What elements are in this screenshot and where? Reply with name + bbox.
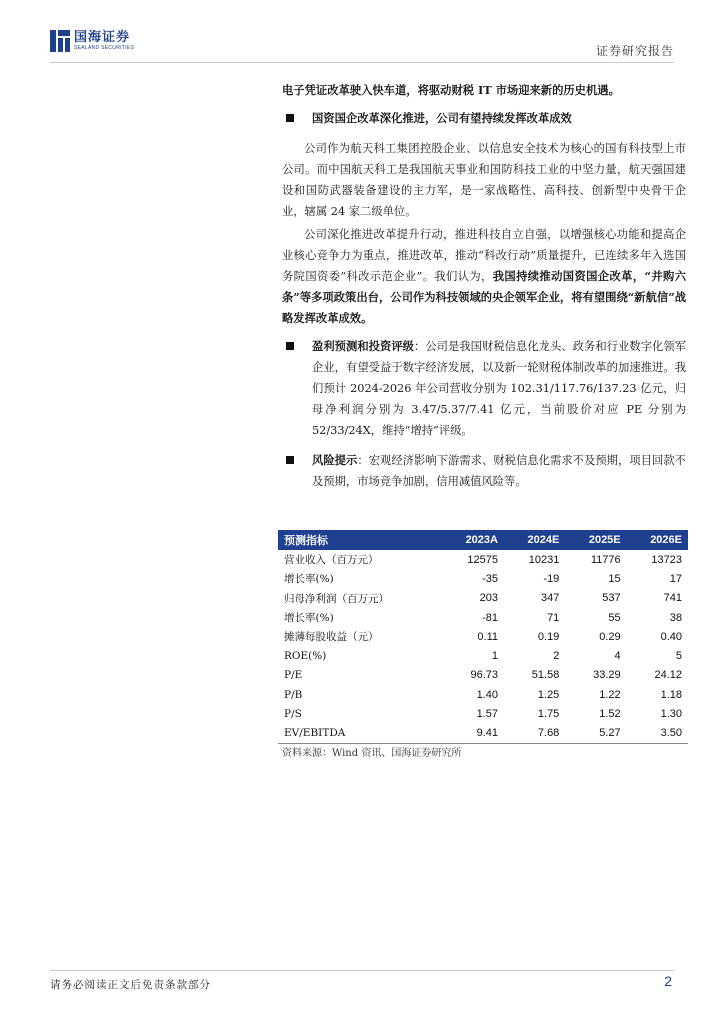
row-label-cell: P/S bbox=[284, 708, 302, 721]
paragraph-reform-normal: 公司深化推进改革提升行动，推进科技自立自强，以增强核心功能和提高企业核心竞争力为重点，推进改革，推动“科改行动”质量提升，已连续多年入选国务院国资委“科改示范企业”。我们认为， bbox=[282, 228, 686, 283]
value-cell: 0.40 bbox=[660, 630, 682, 643]
table-row bbox=[278, 704, 688, 723]
value-cell: 1.30 bbox=[660, 708, 682, 721]
row-label-cell: ROE(%) bbox=[284, 650, 327, 663]
table-header-cell: 2023A bbox=[442, 530, 504, 550]
section-heading-text: 国资国企改革深化推进，公司有望持续发挥改革成效 bbox=[312, 111, 572, 125]
value-cell: 15 bbox=[608, 572, 621, 585]
value-cell: 2 bbox=[553, 650, 560, 663]
row-label-cell: 增长率(%) bbox=[284, 612, 334, 625]
table-header-cell: 2024E bbox=[504, 530, 565, 550]
bullet-square-icon bbox=[286, 114, 294, 122]
row-label-cell: EV/EBITDA bbox=[278, 724, 442, 744]
value-cell: 3.50 bbox=[627, 724, 688, 744]
row-label-cell: P/B bbox=[284, 688, 303, 701]
value-cell: 9.41 bbox=[442, 724, 504, 744]
value-cell: 13723 bbox=[651, 553, 682, 566]
table-source: 资料来源：Wind 资讯、国海证券研究所 bbox=[282, 748, 462, 759]
table-row bbox=[278, 550, 688, 569]
value-cell: 1 bbox=[491, 650, 498, 663]
value-cell: 1.75 bbox=[537, 708, 560, 721]
table-row bbox=[278, 666, 688, 685]
value-cell: 96.73 bbox=[470, 669, 498, 682]
value-cell: 0.19 bbox=[537, 630, 560, 643]
value-cell: 24.12 bbox=[654, 669, 682, 682]
value-cell: 1.52 bbox=[599, 708, 621, 721]
value-cell: 71 bbox=[547, 611, 560, 624]
table-header-cell: 预测指标 bbox=[278, 530, 442, 550]
value-cell: 5 bbox=[675, 650, 682, 663]
value-cell: -35 bbox=[482, 572, 498, 585]
value-cell: 12575 bbox=[467, 553, 498, 566]
value-cell: 0.11 bbox=[477, 630, 498, 643]
rating-label: 盈利预测和投资评级 bbox=[312, 339, 415, 353]
logo-mark-icon bbox=[50, 30, 70, 52]
value-cell: 1.18 bbox=[660, 688, 682, 701]
value-cell: 4 bbox=[614, 650, 621, 663]
table-row bbox=[278, 685, 688, 704]
logo-name-en: SEALAND SECURITIES bbox=[74, 45, 135, 51]
value-cell: -81 bbox=[482, 611, 498, 624]
table-header-cell: 2026E bbox=[627, 530, 688, 550]
company-logo bbox=[50, 30, 134, 52]
report-type-label: 证券研究报告 bbox=[595, 44, 674, 58]
value-cell: 537 bbox=[602, 592, 621, 605]
table-row bbox=[278, 724, 688, 744]
rating-text: ：公司是我国财税信息化龙头、政务和行业数字化领军企业，有望受益于数字经济发展，以及新一轮财税体制改革的加速推进。我们预计 2024-2026 年公司营收分别为 102.31/117.76/137.23 亿元，归母净利润分别为 3.47/5.37/7.41 亿元，当前股价对应 PE 分别为 52/33/24X，维持“增持”评级。 bbox=[312, 340, 686, 437]
table-row bbox=[278, 589, 688, 608]
value-cell: 55 bbox=[608, 611, 621, 624]
intro-line: 电子凭证改革驶入快车道，将驱动财税 IT 市场迎来新的历史机遇。 bbox=[282, 83, 620, 97]
table-row bbox=[278, 569, 688, 588]
rating-block bbox=[282, 336, 686, 441]
logo-name-cn: 国海证券 bbox=[74, 30, 131, 45]
value-cell: 347 bbox=[540, 592, 560, 605]
value-cell: 51.58 bbox=[531, 669, 560, 682]
value-cell: 11776 bbox=[590, 553, 621, 566]
row-label-cell: 摊薄每股收益（元） bbox=[284, 631, 379, 644]
row-label-cell: 增长率(%) bbox=[284, 573, 334, 586]
value-cell: 5.27 bbox=[565, 724, 626, 744]
value-cell: 17 bbox=[669, 572, 682, 585]
table-header-row bbox=[278, 530, 688, 550]
row-label-cell: 营业收入（百万元） bbox=[284, 554, 379, 567]
value-cell: 1.57 bbox=[476, 708, 498, 721]
paragraph-company-profile: 公司作为航天科工集团控股企业、以信息安全技术为核心的国有科技型上市公司。而中国航天科工是我国航天事业和国防科技工业的中坚力量，航天强国建设和国防武器装备建设的主力军，是一家战略性、高科技、创新型中央骨干企业，辖属 24 家二级单位。 bbox=[282, 142, 686, 218]
paragraph-reform bbox=[282, 224, 686, 329]
bullet-square-icon bbox=[286, 342, 294, 350]
value-cell: 203 bbox=[479, 592, 498, 605]
row-label-cell: 归母净利润（百万元） bbox=[284, 592, 389, 605]
table-row bbox=[278, 608, 688, 627]
section-heading-reform bbox=[282, 108, 686, 129]
value-cell: 33.29 bbox=[593, 669, 621, 682]
forecast-table bbox=[278, 530, 688, 744]
page-footer bbox=[50, 970, 674, 991]
table-row bbox=[278, 627, 688, 646]
value-cell: 741 bbox=[663, 592, 682, 605]
value-cell: 1.40 bbox=[476, 688, 498, 701]
bullet-square-icon bbox=[286, 456, 294, 464]
paragraph-reform-bold: 我国持续推动国资国企改革，“并购六条”等多项政策出台，公司作为科技领域的央企领军企业，将有望围绕“新航信”战略发挥改革成效。 bbox=[282, 269, 686, 325]
value-cell: 0.29 bbox=[599, 630, 621, 643]
value-cell: -19 bbox=[543, 572, 560, 585]
disclaimer-text: 请务必阅读正文后免责条款部分 bbox=[50, 979, 211, 991]
value-cell: 1.22 bbox=[599, 688, 621, 701]
value-cell: 1.25 bbox=[537, 688, 560, 701]
value-cell: 38 bbox=[669, 611, 682, 624]
table-header-cell: 2025E bbox=[565, 530, 626, 550]
value-cell: 10231 bbox=[528, 553, 560, 566]
row-label-cell: P/E bbox=[284, 669, 303, 682]
table-row bbox=[278, 646, 688, 665]
page-header bbox=[50, 28, 674, 63]
risk-block bbox=[282, 450, 686, 492]
value-cell: 7.68 bbox=[504, 724, 565, 744]
risk-text: ：宏观经济影响下游需求、财税信息化需求不及预期，项目回款不及预期，市场竞争加剧，信用减值风险等。 bbox=[312, 454, 686, 488]
page-number: 2 bbox=[664, 973, 672, 989]
risk-label: 风险提示 bbox=[312, 453, 358, 467]
